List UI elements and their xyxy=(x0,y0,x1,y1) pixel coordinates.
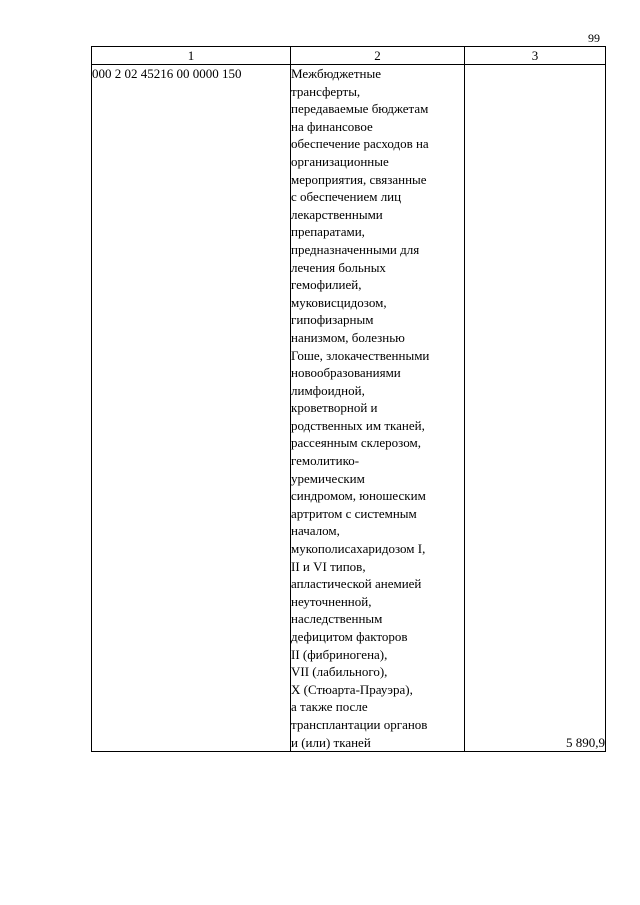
description-line: предназначенными для xyxy=(291,241,420,257)
description-line: началом, xyxy=(291,523,340,539)
description-line: передаваемые бюджетам xyxy=(291,101,429,117)
budget-table xyxy=(91,46,606,752)
description-line: уремическим xyxy=(291,470,365,486)
description-line: кроветворной и xyxy=(291,400,378,416)
description-line: апластической анемией xyxy=(291,576,422,592)
description-line: артритом с системным xyxy=(291,505,417,521)
description-line: Межбюджетные xyxy=(291,66,381,81)
table-row xyxy=(92,65,606,752)
description-line: VII (лабильного), xyxy=(291,664,388,680)
description-line: гипофизарным xyxy=(291,312,374,328)
description-line: лечения больных xyxy=(291,259,386,275)
description-line: лекарственными xyxy=(291,206,383,222)
description-line: новообразованиями xyxy=(291,365,401,381)
description-line: дефицитом факторов xyxy=(291,629,408,644)
description-line: трансферты, xyxy=(291,83,361,99)
amount-cell: 5 890,9 xyxy=(465,65,606,752)
description-line: X (Стюарта-Прауэра), xyxy=(291,681,413,697)
description-line: мукополисахаридозом I, xyxy=(291,541,426,557)
description-line: мероприятия, связанные xyxy=(291,171,427,187)
description-line: наследственным xyxy=(291,611,383,627)
column-header-1: 1 xyxy=(92,47,291,65)
description-line: а также после xyxy=(291,699,368,715)
description-line: рассеянным склерозом, xyxy=(291,435,421,451)
description-line: гемолитико- xyxy=(291,453,360,469)
description-line: гемофилией, xyxy=(291,277,362,293)
description-line: препаратами, xyxy=(291,224,365,240)
description-line: родственных им тканей, xyxy=(291,417,425,433)
description-cell xyxy=(291,65,465,752)
column-header-3: 3 xyxy=(465,47,606,65)
description-line: синдромом, юношеским xyxy=(291,488,426,504)
description-line: и (или) тканей xyxy=(291,734,371,750)
description-line: Гоше, злокачественными xyxy=(291,347,430,363)
description-line: трансплантации органов xyxy=(291,716,428,732)
description-line: неуточненной, xyxy=(291,593,372,609)
description-line: организационные xyxy=(291,153,389,169)
description-line: с обеспечением лиц xyxy=(291,189,402,205)
description-line: муковисцидозом, xyxy=(291,294,387,310)
description-line: II (фибриногена), xyxy=(291,646,388,662)
description-line: обеспечение расходов на xyxy=(291,136,429,152)
description-line: лимфоидной, xyxy=(291,382,365,398)
page-number: 99 xyxy=(588,31,600,45)
description-line: II и VI типов, xyxy=(291,558,366,574)
table-header-row xyxy=(92,47,606,65)
description-line: на финансовое xyxy=(291,118,373,134)
column-header-2: 2 xyxy=(291,47,465,65)
budget-code-cell: 000 2 02 45216 00 0000 150 xyxy=(92,65,291,752)
description-line: нанизмом, болезнью xyxy=(291,329,405,345)
